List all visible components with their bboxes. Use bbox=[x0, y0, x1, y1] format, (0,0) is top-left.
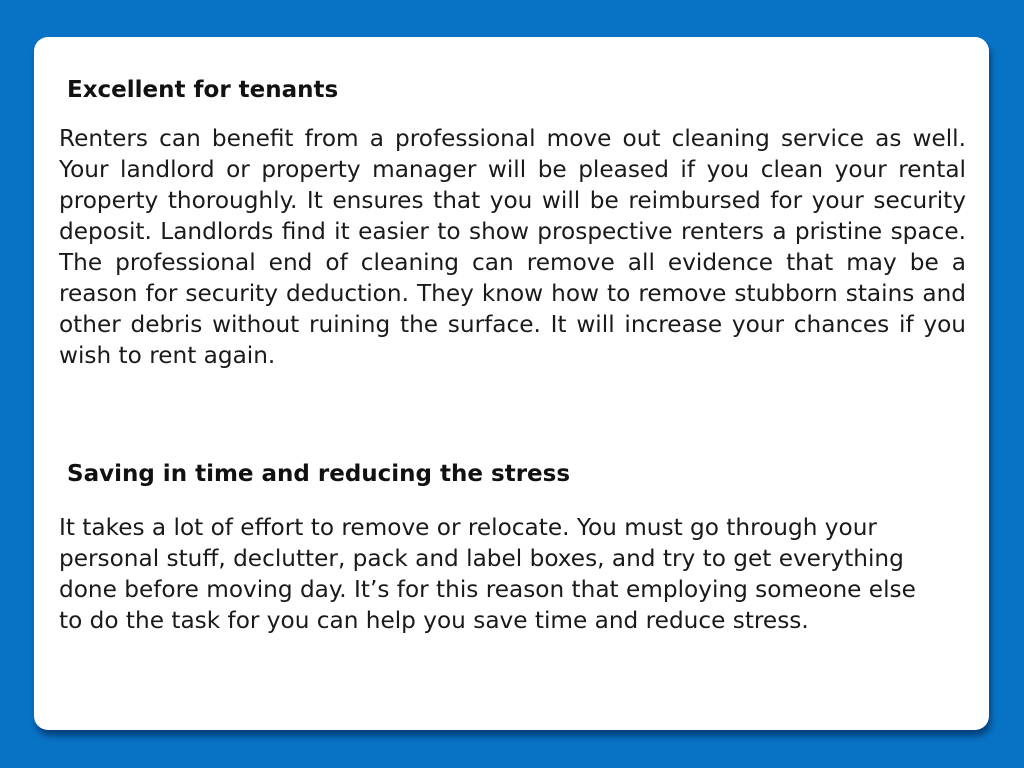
section-heading-saving-time: Saving in time and reducing the stress bbox=[67, 461, 571, 487]
section-body-excellent-for-tenants: Renters can benefit from a professional move out cleaning service as well. Your landlord or property manager will be pleased if you clean your rental property thoroughly. It ensures that you will be reimbursed for your security deposit. Landlords find it easier to show prospective renters a pristine space. The professional end of cleaning can remove all evidence that may be a reason for security deduction. They know how to remove stubborn stains and other debris without ruining the surface. It will increase your chances if you wish to rent again. bbox=[59, 125, 966, 369]
content-card bbox=[34, 37, 989, 730]
section-body-saving-time: It takes a lot of effort to remove or relocate. You must go through your personal stuff, declutter, pack and label boxes, and try to get everything done before moving day. It’s for this reason that employing someone else to do the task for you can help you save time and reduce stress. bbox=[59, 514, 916, 634]
section-heading-excellent-for-tenants: Excellent for tenants bbox=[67, 77, 339, 103]
